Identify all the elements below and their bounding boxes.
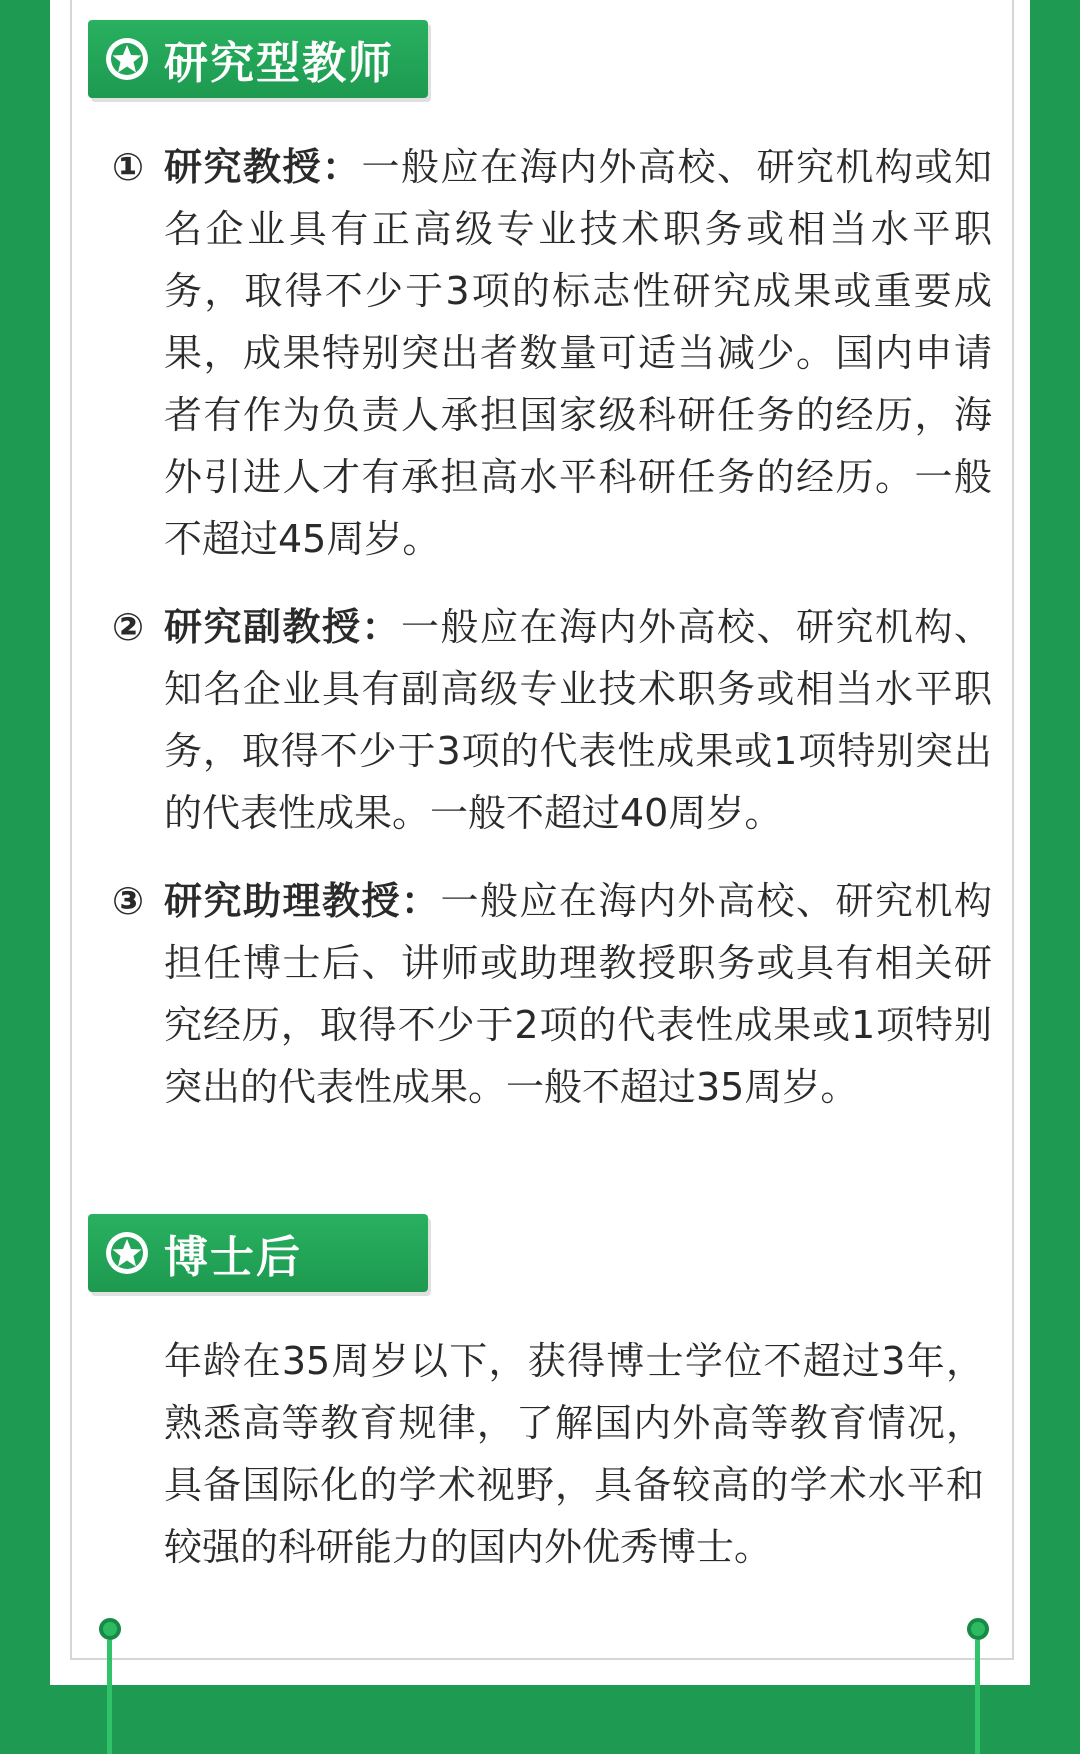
pin-dot-left (99, 1618, 121, 1640)
item-text: 一般应在海内外高校、研究机构、知名企业具有副高级专业技术职务或相当水平职务，取得不少于3项的代表性成果或1项特别突出的代表性成果。一般不超过40周岁。 (164, 605, 992, 835)
section-banner-research-teacher (88, 20, 428, 98)
item-number: ② (112, 605, 145, 649)
list-item (112, 870, 992, 1118)
section-title: 博士后 (164, 1232, 302, 1283)
item-term: 研究教授： (164, 145, 362, 189)
item-number: ③ (112, 879, 145, 923)
item-term: 研究副教授： (164, 605, 401, 649)
star-badge-icon (104, 36, 150, 82)
item-number: ① (112, 145, 145, 189)
section-banner-postdoc (88, 1214, 428, 1292)
item-term: 研究助理教授： (164, 879, 441, 923)
item-text: 一般应在海内外高校、研究机构担任博士后、讲师或助理教授职务或具有相关研究经历，取得不少于2项的代表性成果或1项特别突出的代表性成果。一般不超过35周岁。 (164, 879, 992, 1109)
pin-dot-right (967, 1618, 989, 1640)
pin-line-left (107, 1640, 112, 1754)
section-title: 研究型教师 (164, 38, 394, 89)
list-item (112, 596, 992, 844)
star-badge-icon (104, 1230, 150, 1276)
pin-line-right (975, 1640, 980, 1754)
item-text: 一般应在海内外高校、研究机构或知名企业具有正高级专业技术职务或相当水平职务，取得不少于3项的标志性研究成果或重要成果，成果特别突出者数量可适当减少。国内申请者有作为负责人承担国家级科研任务的经历，海外引进人才有承担高水平科研任务的经历。一般不超过45周岁。 (164, 145, 992, 561)
postdoc-paragraph: 年龄在35周岁以下，获得博士学位不超过3年，熟悉高等教育规律，了解国内外高等教育情况，具备国际化的学术视野，具备较高的学术水平和较强的科研能力的国内外优秀博士。 (164, 1339, 984, 1569)
list-item (112, 136, 992, 570)
